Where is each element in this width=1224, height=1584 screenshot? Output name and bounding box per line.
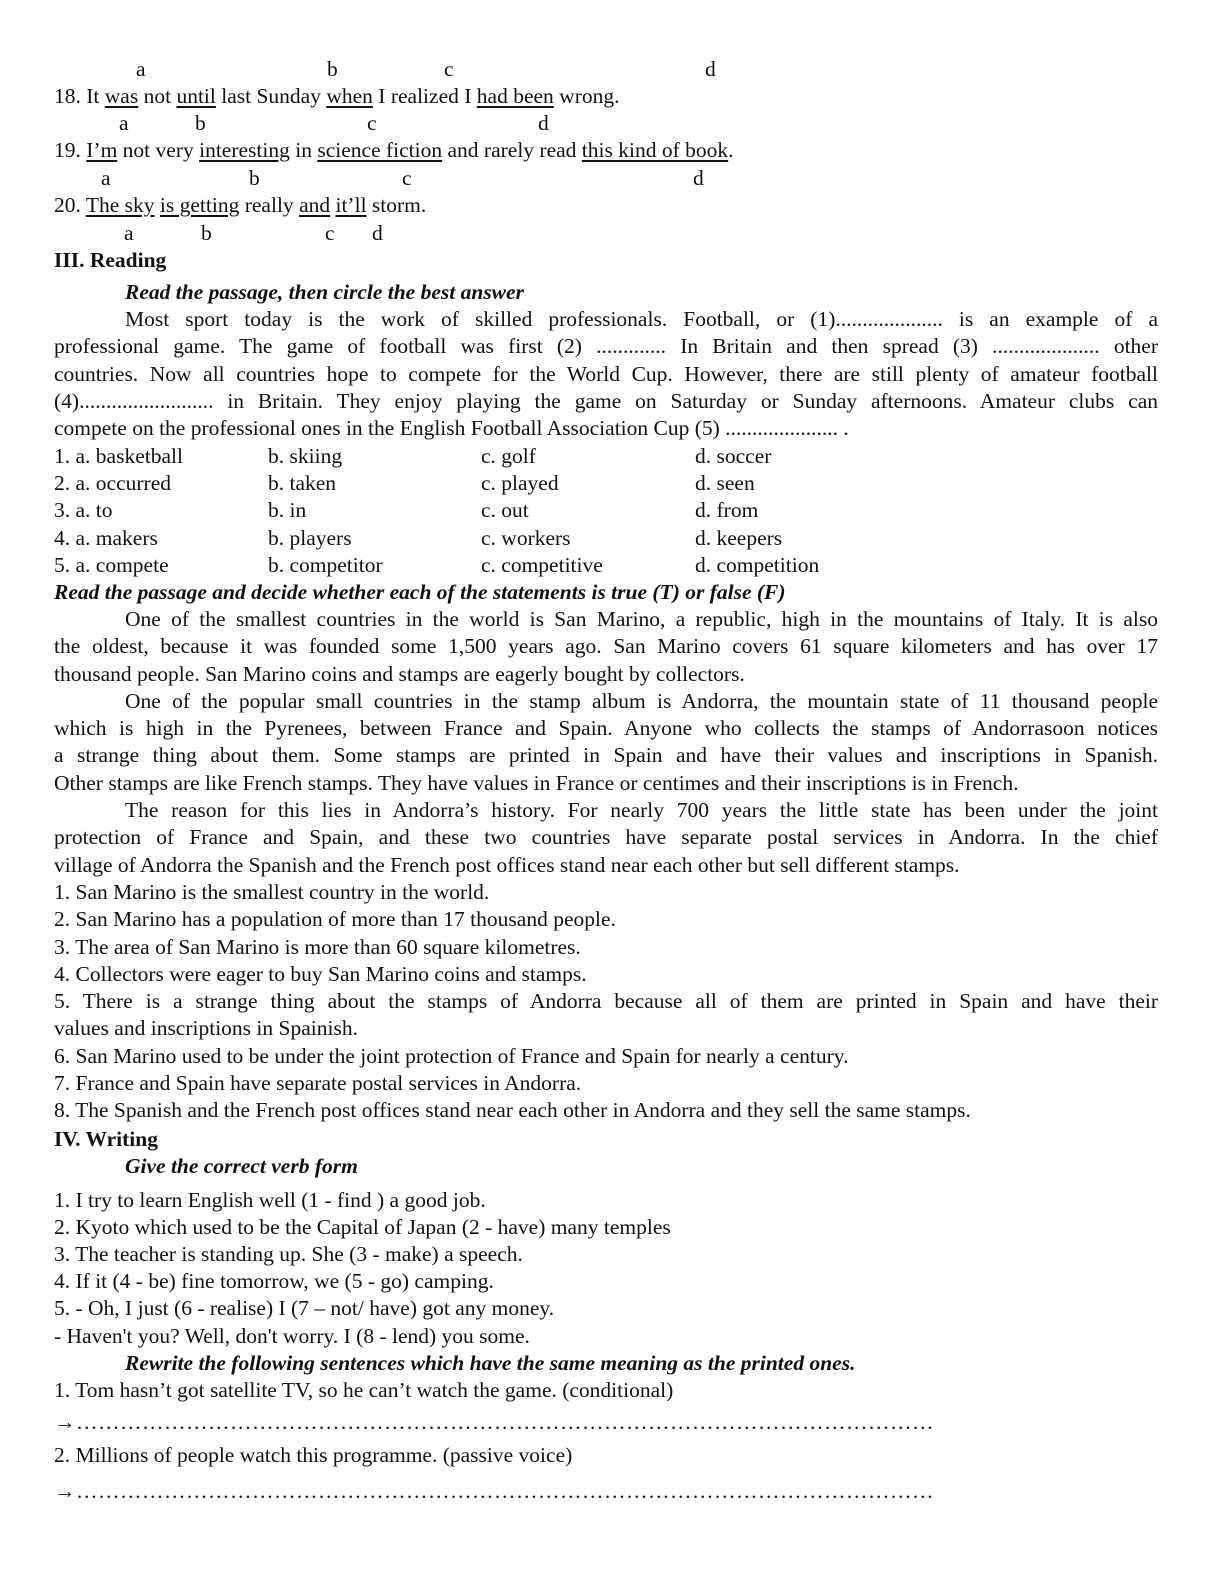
option-c[interactable]: c. out xyxy=(481,498,529,522)
reading-passage-2 xyxy=(54,606,1158,879)
letter-a: a xyxy=(124,221,134,245)
letter-b: b xyxy=(249,166,260,190)
letter-d: d xyxy=(372,221,383,245)
passage-line: professional game. The game of football was first (2) ............. In Britain and then spread (3) .................... other xyxy=(54,334,1158,359)
letter-a: a xyxy=(119,111,129,135)
option-a-text: The sky xyxy=(85,193,155,217)
reading-passage-1 xyxy=(54,306,1158,442)
passage-line: Other stamps are like French stamps. They have values in France or centimes and their inscriptions is in French. xyxy=(54,770,1019,795)
passage-line: One of the smallest countries in the world is San Marino, a republic, high in the mountains of Italy. It is also xyxy=(125,607,1158,631)
option-d-text: had been xyxy=(476,84,554,108)
statements-list xyxy=(54,879,1158,1125)
writing-heading: IV. Writing xyxy=(54,1127,158,1151)
verb-item: 5. - Oh, I just (6 - realise) I (7 – not/ have) got any money. xyxy=(54,1296,555,1320)
passage-line: village of Andorra the Spanish and the French post offices stand near each other but sell different stamps. xyxy=(54,852,960,877)
question-number: 18. xyxy=(54,84,81,108)
verb-item: 3. The teacher is standing up. She (3 - make) a speech. xyxy=(54,1242,523,1266)
reading-instruction-1: Read the passage, then circle the best answer xyxy=(125,280,524,304)
option-b-text: interesting xyxy=(199,138,290,162)
reading-heading: III. Reading xyxy=(54,248,167,272)
option-b[interactable]: b. skiing xyxy=(268,444,343,468)
letter-c: c xyxy=(325,221,335,245)
letter-c: c xyxy=(402,166,412,190)
letter-d: d xyxy=(705,57,716,81)
option-d[interactable]: d. soccer xyxy=(695,444,772,468)
verb-item: 2. Kyoto which used to be the Capital of Japan (2 - have) many temples xyxy=(54,1215,671,1239)
option-a[interactable]: 3. a. to xyxy=(54,498,113,522)
question-18: 18. It was not until last Sunday when I realized I had been wrong. xyxy=(54,84,620,108)
letter-d: d xyxy=(693,166,704,190)
letter-b: b xyxy=(195,111,206,135)
verb-item: 1. I try to learn English well (1 - find ) a good job. xyxy=(54,1188,486,1212)
option-b[interactable]: b. in xyxy=(268,498,307,522)
option-a[interactable]: 5. a. compete xyxy=(54,553,169,577)
option-a-text: was xyxy=(104,84,139,108)
passage-line: compete on the professional ones in the English Football Association Cup (5) ..................... . xyxy=(54,416,849,441)
passage-line: thousand people. San Marino coins and stamps are eagerly bought by collectors. xyxy=(54,661,745,686)
option-b[interactable]: b. competitor xyxy=(268,553,383,577)
option-d[interactable]: d. seen xyxy=(695,471,755,495)
option-d-text: it’ll xyxy=(335,193,367,217)
option-c[interactable]: c. played xyxy=(481,471,559,495)
option-a[interactable]: 4. a. makers xyxy=(54,526,158,550)
passage-line: The reason for this lies in Andorra’s history. For nearly 700 years the little state has been under the joint xyxy=(125,798,1158,823)
passage-line: Most sport today is the work of skilled professionals. Football, or (1).................... is an example of a xyxy=(125,307,1158,331)
passage-line: One of the popular small countries in the stamp album is Andorra, the mountain state of 11 thousand people xyxy=(125,688,1158,713)
option-d-text: this kind of book xyxy=(581,138,729,162)
option-c-text: when xyxy=(326,84,373,108)
letter-c: c xyxy=(444,57,454,81)
question-19: 19. I’m not very interesting in science fiction and rarely read this kind of book. xyxy=(54,138,734,162)
statement: 5. There is a strange thing about the stamps of Andorra because all of them are printed in Spain and have their xyxy=(54,989,1158,1014)
rewrite-item-1: 1. Tom hasn’t got satellite TV, so he can’t watch the game. (conditional) xyxy=(54,1378,674,1402)
statement: 2. San Marino has a population of more than 17 thousand people. xyxy=(54,907,616,932)
verb-item: - Haven't you? Well, don't worry. I (8 - lend) you some. xyxy=(54,1324,530,1348)
option-b-text: until xyxy=(176,84,216,108)
statement-continuation: values and inscriptions in Spainish. xyxy=(54,1016,358,1041)
option-c-text: science fiction xyxy=(317,138,443,162)
option-a-text: I’m xyxy=(86,138,118,162)
passage-line: a strange thing about them. Some stamps are printed in Spain and have their values and inscriptions in Spanish. xyxy=(54,743,1158,768)
option-d[interactable]: d. keepers xyxy=(695,526,783,550)
question-number: 19. xyxy=(54,138,81,162)
answer-line-2[interactable]: →……………………………………………………………………………………………………… xyxy=(54,1479,934,1503)
option-b[interactable]: b. players xyxy=(268,526,352,550)
passage-line: the oldest, because it was founded some 1,500 years ago. San Marino covers 61 square kilometers and has over 17 xyxy=(54,634,1158,659)
letter-d: d xyxy=(538,111,549,135)
option-c[interactable]: c. golf xyxy=(481,444,536,468)
option-b[interactable]: b. taken xyxy=(268,471,337,495)
passage-line: countries. Now all countries hope to compete for the World Cup. However, there are still plenty of amateur football xyxy=(54,361,1158,386)
letter-c: c xyxy=(367,111,377,135)
option-a[interactable]: 1. a. basketball xyxy=(54,444,183,468)
passage-line: which is high in the Pyrenees, between France and Spain. Anyone who collects the stamps of Andorrasoon notices xyxy=(54,716,1158,741)
option-c[interactable]: c. workers xyxy=(481,526,571,550)
letter-a: a xyxy=(101,166,111,190)
question-number: 20. xyxy=(54,193,81,217)
letter-a: a xyxy=(136,57,146,81)
option-b-text: is getting xyxy=(159,193,240,217)
option-c[interactable]: c. competitive xyxy=(481,553,603,577)
writing-instruction-2: Rewrite the following sentences which have the same meaning as the printed ones. xyxy=(125,1351,856,1375)
question-20: 20. The sky is getting really and it’ll storm. xyxy=(54,193,427,217)
option-d[interactable]: d. competition xyxy=(695,553,820,577)
statement: 1. San Marino is the smallest country in the world. xyxy=(54,880,490,904)
statement: 7. France and Spain have separate postal services in Andorra. xyxy=(54,1071,582,1096)
verb-item: 4. If it (4 - be) fine tomorrow, we (5 - go) camping. xyxy=(54,1269,494,1293)
statement: 8. The Spanish and the French post offices stand near each other in Andorra and they sell the same stamps. xyxy=(54,1098,971,1123)
passage-line: (4)......................... in Britain. They enjoy playing the game on Saturday or Sunday afternoons. Amateur clubs can xyxy=(54,388,1158,413)
passage-line: protection of France and Spain, and these two countries have separate postal services in Andorra. In the chief xyxy=(54,825,1158,850)
statement: 6. San Marino used to be under the joint protection of France and Spain for nearly a century. xyxy=(54,1043,849,1068)
option-d[interactable]: d. from xyxy=(695,498,759,522)
letter-b: b xyxy=(327,57,338,81)
statement: 3. The area of San Marino is more than 60 square kilometres. xyxy=(54,934,581,959)
letter-b: b xyxy=(201,221,212,245)
rewrite-item-2: 2. Millions of people watch this programme. (passive voice) xyxy=(54,1443,573,1467)
statement: 4. Collectors were eager to buy San Marino coins and stamps. xyxy=(54,961,587,986)
writing-instruction-1: Give the correct verb form xyxy=(125,1154,358,1178)
option-a[interactable]: 2. a. occurred xyxy=(54,471,171,495)
reading-instruction-2: Read the passage and decide whether each of the statements is true (T) or false (F) xyxy=(54,580,786,604)
option-c-text: and xyxy=(299,193,331,217)
answer-line-1[interactable]: →……………………………………………………………………………………………………… xyxy=(54,1410,934,1434)
